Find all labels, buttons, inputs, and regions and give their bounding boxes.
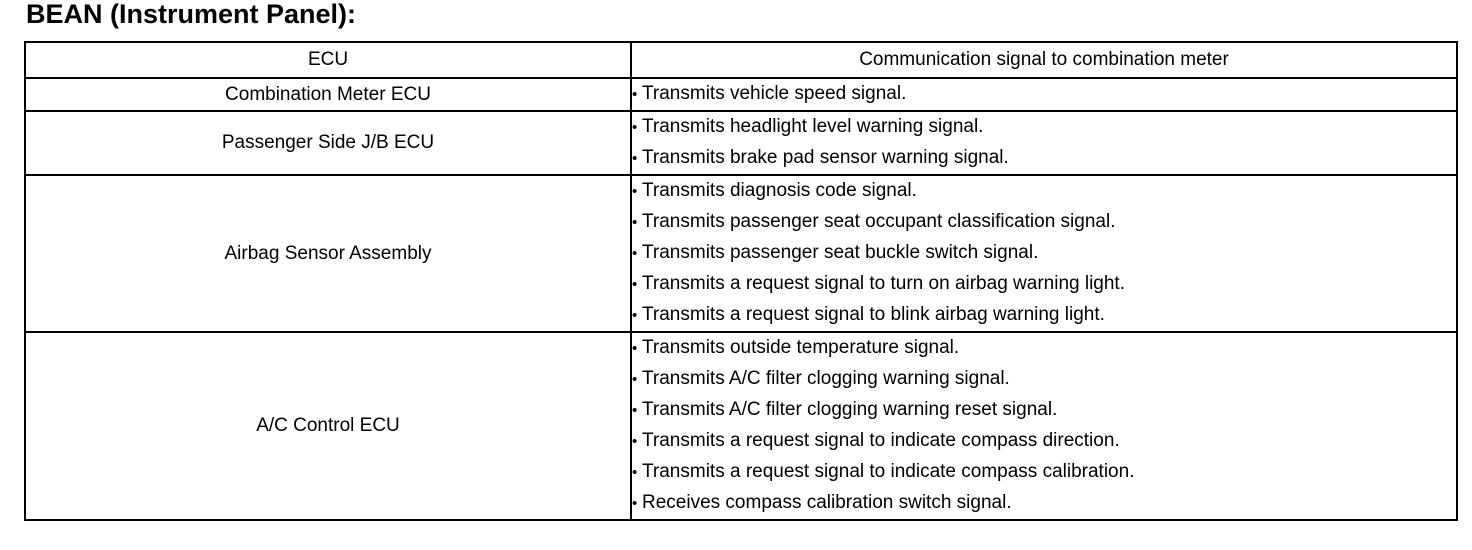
signal-item	[632, 426, 1456, 457]
signal-item	[632, 112, 1456, 143]
ecu-cell: Airbag Sensor Assembly	[25, 175, 631, 332]
bullet-icon: •	[632, 464, 638, 481]
signal-text: Transmits diagnosis code signal.	[642, 180, 917, 201]
signal-list	[632, 333, 1456, 519]
bullet-icon: •	[632, 402, 638, 419]
bullet-icon: •	[632, 495, 638, 512]
signal-text: Transmits outside temperature signal.	[642, 337, 960, 358]
signal-text: Transmits a request signal to turn on airbag warning light.	[642, 273, 1125, 294]
signal-item	[632, 364, 1456, 395]
signal-item	[632, 176, 1456, 207]
signal-text: Transmits a request signal to blink airbag warning light.	[642, 304, 1105, 325]
ecu-cell: Passenger Side J/B ECU	[25, 111, 631, 175]
signal-item	[632, 269, 1456, 300]
bullet-icon: •	[632, 245, 638, 262]
bullet-icon: •	[632, 340, 638, 357]
ecu-cell: A/C Control ECU	[25, 332, 631, 520]
signal-text: Transmits headlight level warning signal.	[642, 116, 984, 137]
signal-list	[632, 112, 1456, 174]
signal-list	[632, 79, 1456, 110]
signal-item	[632, 143, 1456, 174]
bullet-icon: •	[632, 214, 638, 231]
signal-text: Transmits A/C filter clogging warning signal.	[642, 368, 1010, 389]
column-header-ecu: ECU	[25, 42, 631, 78]
table-row	[25, 78, 1457, 111]
signal-text: Transmits a request signal to indicate compass direction.	[642, 430, 1120, 451]
ecu-signal-table	[24, 41, 1458, 521]
signal-list	[632, 176, 1456, 331]
bullet-icon: •	[632, 119, 638, 136]
signal-item	[632, 79, 1456, 110]
signal-text: Transmits passenger seat occupant classification signal.	[642, 211, 1116, 232]
table-row	[25, 111, 1457, 175]
signal-cell	[631, 78, 1457, 111]
ecu-cell: Combination Meter ECU	[25, 78, 631, 111]
signal-item	[632, 488, 1456, 519]
bullet-icon: •	[632, 276, 638, 293]
signal-text: Receives compass calibration switch signal.	[642, 492, 1012, 513]
table-row	[25, 332, 1457, 520]
table-row	[25, 175, 1457, 332]
bullet-icon: •	[632, 433, 638, 450]
signal-text: Transmits a request signal to indicate compass calibration.	[642, 461, 1135, 482]
signal-cell	[631, 111, 1457, 175]
signal-item	[632, 333, 1456, 364]
signal-item	[632, 457, 1456, 488]
signal-item	[632, 395, 1456, 426]
bullet-icon: •	[632, 307, 638, 324]
signal-cell	[631, 332, 1457, 520]
signal-text: Transmits vehicle speed signal.	[642, 83, 907, 104]
page-title: BEAN (Instrument Panel):	[26, 0, 357, 29]
signal-cell	[631, 175, 1457, 332]
bullet-icon: •	[632, 183, 638, 200]
bullet-icon: •	[632, 150, 638, 167]
bullet-icon: •	[632, 371, 638, 388]
signal-text: Transmits passenger seat buckle switch signal.	[642, 242, 1039, 263]
signal-item	[632, 300, 1456, 331]
signal-item	[632, 238, 1456, 269]
signal-text: Transmits brake pad sensor warning signal.	[642, 147, 1009, 168]
signal-item	[632, 207, 1456, 238]
signal-text: Transmits A/C filter clogging warning reset signal.	[642, 399, 1058, 420]
column-header-signal: Communication signal to combination meter	[631, 42, 1457, 78]
bullet-icon: •	[632, 86, 638, 103]
table-header-row	[25, 42, 1457, 78]
